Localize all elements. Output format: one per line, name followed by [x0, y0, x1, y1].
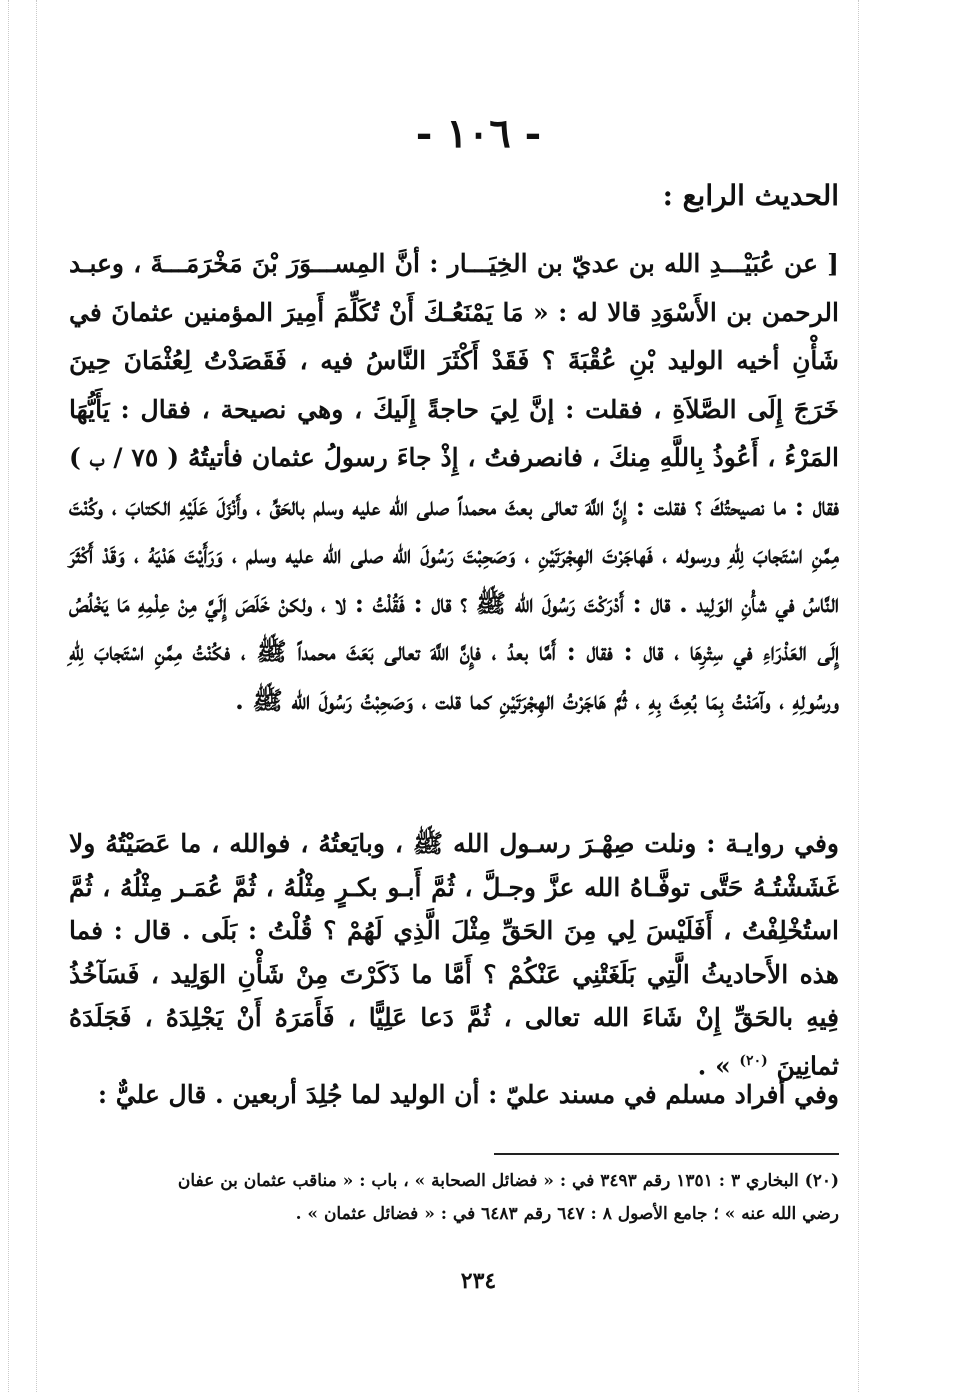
scan-edge-line-left [8, 0, 10, 1392]
footnote-line: (٢٠) البخاري ٣ : ١٣٥١ رقم ٣٤٩٣ في : « فضائل الصحابة » ، باب : « مناقب عثمان بن عفان [177, 1171, 839, 1191]
section-heading: الحديث الرابع : [662, 179, 839, 212]
scan-edge-line-left-inner [36, 0, 38, 1392]
bottom-page-number: ٢٣٤ [460, 1268, 497, 1294]
footnote-marker: (٢٠) [739, 1052, 768, 1069]
footnote-line: رضي الله عنه » ؛ جامع الأصول ٨ : ٦٤٧ رقم ٦٤٨٣ في : « فضائل عثمان » . [295, 1204, 839, 1224]
hadith-paragraph-narration [69, 822, 839, 1087]
narration-text: وفي روايـة : ونلت صِهْـرَ رسـول الله ﷺ ، وبايَعتُهُ ، فوالله ، ما عَصَيْتُهُ ولا غَشَشْتُـهُ حَتَّى توفَّـاهُ الله عزَّ وجـلَّ ، ثُمَّ أَبـو بكـرٍ مِثْلُهُ ، ثُمَّ عُمَـر مِثْلُهُ ، ثُمَّ استُخْلِفْتُ ، أَفَلَيْسَ لِي مِنَ الحَقِّ مِثْلَ الَّذِي لَهُمْ ؟ قُلْتُ : بَلَى . قال : فما هذه الأَحاديثُ الَّتِي بَلَغَتْنِي عَنْكُمْ ؟ أَمَّا ما ذَكَرْتَ مِنْ شَأْنِ الوَلِيد ، فَسَآخُذُ فِيهِ بالحَقِّ إِنْ شَاءَ الله تعالى ، ثُمَّ دَعا عَلِيًّا ، فَأَمَرَهُ أَنْ يَجْلِدَهُ ، فَجَلَدَهُ ثمانِينَ [69, 829, 839, 1080]
scan-edge-line-right [858, 0, 860, 1392]
page-number: - ١٠٦ - [415, 110, 542, 157]
hadith-paragraph-main: [ عن عُبَيْـــدِ الله بن عديّ بن الخِيَـــار : أنَّ المِســـوَرَ بْنَ مَخْرَمَـــةَ ، وعبـد الرحمن بن الأَسْوَدِ قالا له : « مَا يَمْنَعُـكَ أَنْ تُكَلِّمَ أَمِيرَ المؤمنين عثمانَ في شَأْنِ أخيه الوليد بْنِ عُقْبَةَ ؟ فَقَدْ أَكْثَرَ النَّاسُ فيه ، فَقَصَدْتُ لِعُثْمَانَ حِينَ خَرَجَ إِلَى الصَّلاَةِ ، فقلت : إنَّ لِيَ حاجةً إِلَيكَ ، وهي نصيحة ، فقال : يَأَيُّهَا المَرْءُ ، أَعُوذُ بِاللَّهِ مِنكَ ، فانصرفتُ ، إِذْ جاءَ رسولُ عثمان فأتيتُهُ ( ٧٥ / ب ) فقال : ما نصيحتُكَ ؟ فقلت : إِنَّ اللَّهَ تعالى بعثَ محمداً صلى الله عليه وسلم بالحَقِّ ، وأَنْزَلَ عَلَيْهِ الكتابَ ، وكُنْتَ مِمَّنِ اسْتَجابَ لِلّهِ ورسوله ، فَهاجَرْتَ الهِجْرَتَيْنِ ، وَصَحِبْتَ رَسُولَ الله صلى الله عليه وسلم ، وَرَأَيْتَ هَدْيَهُ ، وَقَدْ أَكْثَرَ النَّاسُ في شأْنِ الوَلِيد . قال : أَدْرَكْتَ رَسُولَ الله ﷺ ؟ قال : فَقُلْتُ : لا ، ولكنْ خَلَصَ إِلَيَّ مِنْ عِلْمِهِ مَا يَخْلُصُ إِلَى العَذْرَاءِ في سِتْرِهَا ، قال : فقال : أَمَّا بعدُ ، فإِنَّ اللَّهَ تعالى بَعَثَ محمداً ﷺ ، فكُنْتُ مِمَّنِ اسْتَجابَ لِلّهِ ورسُولِهِ ، وآمَنْتُ بِمَا بُعِثَ بِهِ ، ثُمَّ هَاجَرْتُ الهِجْرَتَيْنِ كما قلت ، وَصَحِبْتُ رَسُولَ الله ﷺ . [69, 249, 839, 715]
hadith-paragraph-muslim: وفي أفراد مسلم في مسند عليّ : أن الوليد لما جُلِدَ أربعين . قال عليٌّ : [97, 1080, 839, 1109]
footnote-divider [494, 1153, 839, 1155]
footnotes [69, 1165, 839, 1231]
narration-closing: » . [697, 1050, 731, 1080]
